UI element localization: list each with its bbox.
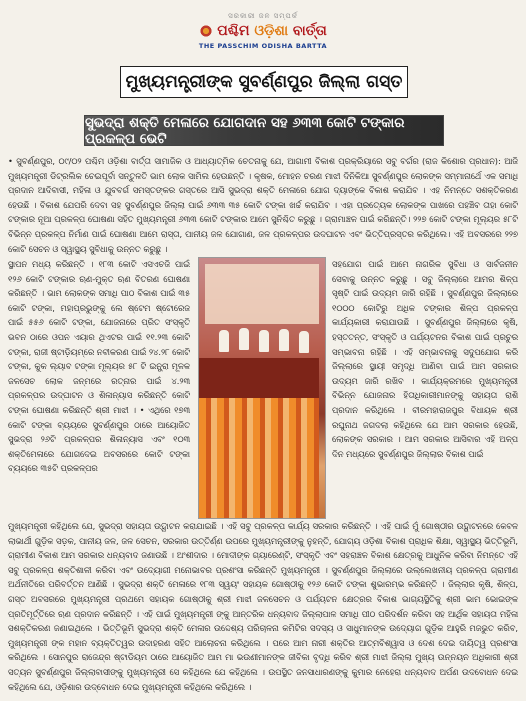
masthead-subtitle: THE PASSCHIM ODISHA BARTTA xyxy=(198,42,328,50)
article-column-left: ସ୍ଥାପନ ମଧ୍ୟ କରିଛନ୍ତି । ୧୮୩ କୋଟି ଏସଏଚଜି ପାଇଁ ୧୨୬ କୋଟି ଟଙ୍କାର ଋଣ-ମୁକ୍ତ ଋଣ ବିତରଣ ଘୋଷଣା କରିଛନ୍ତି । ଭାମ ଲୋକଙ୍କ ସମାଧି ପାଠ ବିକାଶ ପାଇଁ ୩୫ କୋଟି ଟଙ୍କା, ମହାପ୍ରଭୁଙ୍କୁ ଲେ ଷ୍ଟେମ ଷ୍ଟୋରେଜ ପାଇଁ ୫୫୬ କୋଟି ଟଙ୍କା, ଯୋଜନାରେ ପ୍ରିତ ସଂସ୍କୃତି ଭବନ ଠାରେ ଓପନ ଏୟାର ଥିଏଟର ପାଇଁ ୧୧.୨୩ କୋଟି ଟଙ୍କା, ରାଜୀ ଷ୍ଟାଡ଼ିୟମ୍‌ରେ ନବୀକରଣ ପାଇଁ ୨୪.୨୮ କୋଟି ଟଙ୍କା, କୁକ ଲ୍ୟାବ ଟଙ୍କା ମୂଲ୍ୟର ୫୮ ଟି ଇନ୍ଫ୍ରା ମୂଳକ ଜଳସେଚ ଲୋକ ଜନ୍ମରେ ରତ୍ନାର ପାଇଁ ୪.୨୩ ପ୍ରକଳ୍ପର ଉଦ୍‌ଘାଟନ ଓ ଶିଳାନ୍ୟାସ କରିଛନ୍ତି କୋଟି ଟଙ୍କା ଘୋଷଣା କରିଛନ୍ତି ଶ୍ରୀ ମାଝୀ । • ଏଥିରେ ୧୭୩ କୋଟି ଟଙ୍କା ବ୍ୟୟରେ ସୁବର୍ଣ୍ଣପୁର ଠାରେ ଆୟୋଜିତ ସୁଭଦ୍ରା ୨୬ଟି ପ୍ରକଳ୍ପର ଶିଳାନ୍ୟାସ ଏବଂ ୧୦୩ ଶକ୍ତିମେଳାରେ ଯୋଗଦେଇ ଅବସରରେ କୋଟି ଟଙ୍କା ବ୍ୟୟରେ ୩୫ଟି ପ୍ରକଳ୍ପର xyxy=(8,259,190,474)
masthead-title xyxy=(217,23,327,39)
photo-figure xyxy=(219,330,229,352)
headline-box xyxy=(120,66,408,98)
photo-figure xyxy=(299,331,309,353)
photo-figure xyxy=(239,328,249,350)
article-column-right: ସହଯୋଗ ପାଇଁ ଆମେ ନାଗରିକ ସୁବିଧା ଓ ସାର୍ବଜନୀନ ସେବାକୁ ଉନ୍ନତ କରୁଛୁ । ସବୁ ଜିଲ୍ଲାରେ ଆମର ଶିଳ୍ପ ସୃଷ୍ଟି ପାଇଁ ଉଦ୍ୟମ ଜାରି ରହିଛି । ସୁବର୍ଣ୍ଣପୁର ଜିଲ୍ଲାରେ ୧୦୦୦ କୋଟିରୁ ଅଧିକ ଟଙ୍କାର ଶିଳ୍ପ ପ୍ରକଳ୍ପ କାର୍ଯ୍ୟକାରୀ କରାଯାଉଛି । ସୁବର୍ଣ୍ଣପୁର ଜିଲ୍ଲାରେ କୃଷି, ହସ୍ତତନ୍ତ, ସଂସ୍କୃତି ଓ ପର୍ଯ୍ୟଟନର ବିକାଶ ପାଇଁ ପ୍ରଚୁର ସମ୍ଭାବନା ରହିଛି । ଏହି ସମ୍ଭାବନାକୁ ସଦୁପଯୋଗ କରି ଜିଲ୍ଲାରେ ସ୍ଥାୟୀ ସମୃଦ୍ଧି ଆଣିବା ପାଇଁ ଆମ ସରକାର ଉଦ୍ୟମ ଜାରି ରଖିବ । କାର୍ଯ୍ୟକ୍ରମରେ ମୁଖ୍ୟମନ୍ତ୍ରୀ ବିଭିନ୍ନ ଯୋଜନାର ହିତାଧିକାରୀମାନଙ୍କୁ ସହାୟତା ରାଶି ପ୍ରଦାନ କରିଥିଲେ । ବୀରମହାରାଜପୁର ବିଧାୟକ ଶ୍ରୀ ରଘୁନାଥ ଜଗଦଲା କହିଥିଲେ ଯେ ଆମ ସରକାର ହେଉଛି, ଲୋକଙ୍କ ସରକାର । ଆମ ସରକାର ଆସିବାର ଏହି ଅଳ୍ପ ଦିନ ମଧ୍ୟରେ ସୁବର୍ଣ୍ଣପୁର ଜିଲ୍ଲାର ବିକାଶ ପାଇଁ xyxy=(332,259,518,459)
photo-figure xyxy=(259,330,269,352)
photo-crowd xyxy=(199,398,319,518)
masthead-tagline: ସରକାରୀ ଜନ ସମ୍ପର୍କ xyxy=(228,12,298,20)
masthead-title-part1: ପଶ୍ଚିମ xyxy=(217,23,250,39)
photo-figure xyxy=(279,329,289,351)
article-body xyxy=(8,154,518,699)
masthead-title-part3: ବାର୍ତ୍ତା xyxy=(292,23,327,39)
article-paragraph-bottom: ମୁଖ୍ୟମନ୍ତ୍ରୀ କହିଥିଲେ ଯେ, ସୁଭଦ୍ରା ସହାୟତା ଉଦ୍ଘାଟନ କରାଯାଇଛି । ଏହି ସବୁ ପ୍ରକଳ୍ପ କାର୍ଯ୍ୟ ସରକାର କରିଛନ୍ତି । ଏହି ପାଇଁ ମୁଁ ଗୋଷ୍ଠୀର ଉଦ୍ଘାଟନରେ କେବଳ ଲାଭାର୍ଥୀ ଗୁଡ଼ିକ ସଡ଼କ, ପାନୀୟ ଜଳ, ଜଳ ସେଚନ, ସରକାର ଉତ୍ତିର୍ଣ୍ଣ ଉପରେ ମୁଖ୍ୟମନ୍ତ୍ରୀଙ୍କୁ ନୁହନ୍ତି, ଯୋଗ୍ୟ ଓଡ଼ିଶା ବିକାଶ ପ୍ରାଧିକ ଶିକ୍ଷା, ସ୍ୱାସ୍ଥ୍ୟ ଭିତ୍ତିଭୂମି, ଗ୍ରାମୀଣ ବିକାଶ ଆମ ସରକାର ଧନ୍ୟବାଦ ଜଣାଉଛି । ଅଂଶୀଦାର । ମୋଦୀଙ୍କ ଗ୍ୟାରେଣ୍ଟି, ସଂସ୍କୃତି ଏବଂ ସହରାଞ୍ଚଳ ବିକାଶ କ୍ଷେତ୍ରକୁ ଆଧୁନିକ କରିବା ନିମନ୍ତେ ଏହି ସବୁ ପ୍ରକଳ୍ପ ଶକ୍ତିଶାଳୀ କରିବା ଏବଂ ଉଦ୍ୟୋଗୀ ମନୋଭାବର ପ୍ରଶଂସା କରିଛନ୍ତି ମୁଖ୍ୟମନ୍ତ୍ରୀ । ସୁବର୍ଣ୍ଣପୁର ଜିଲ୍ଲାରେ ଉଲ୍ଲେଖନୀୟ ପ୍ରକଳ୍ପ ଗ୍ରାମୀଣ ଅର୍ଥନୀତିରେ ପରିବର୍ତ୍ତନ ଆଣିଛି । ସୁଭଦ୍ରା ଶକ୍ତି ମେଳାରେ ୧୮୩ ସ୍ୱୟଂ ସହାୟକ ଗୋଷ୍ଠୀକୁ ୧୨୬ କୋଟି ଟଙ୍କା ଶୁଭାରମ୍ଭ କରିଛନ୍ତି । ଜିଲ୍ଲାର କୃଷି, ଶିଳ୍ପ, ଗସ୍ତ ଅବସରରେ ମୁଖ୍ୟମନ୍ତ୍ରୀ ପ୍ରଥମେ ସହାୟକ ଗୋଷ୍ଠୀକୁ ଶ୍ରୀ ମାଝୀ ଜଳସେଚନ ଓ ପର୍ଯ୍ୟଟନ କ୍ଷେତ୍ରର ବିକାଶ ଭାଗ୍ୟସ୍ଥିତିକୁ ଶ୍ରୀ ଭାମ ଭୋଇଙ୍କ ପ୍ରତିମୂର୍ତ୍ତିରେ ଋଣ ପ୍ରଦାନ କରିଛନ୍ତି । ଏହି ପାଇଁ ମୁଖ୍ୟମନ୍ତ୍ରୀ ଙ୍କୁ ଆନ୍ତରିକ ଧନ୍ୟବାଦ ଜିଲ୍ଲାପାଳ ସମାଧି ପୀଠ ପରିଦର୍ଶନ କରିବା ସହ ଆର୍ଥିକ ସହାୟତା ମହିଳା ସଶକ୍ତିକରଣ ଜଣାଇଥିଲେ । ଭିତ୍ତିଭୂମି ସୁଭଦ୍ରା ଶକ୍ତି ମେଳାର ଉଦ୍ଦେଶ୍ୟ ପରିଚାଳନା କମିଟିର ସଦସ୍ୟ ଓ ସାଧୁମାନଙ୍କ ଉଦ୍ୟୋଗ ଗୁଡ଼ିକ ଆହୁରି ମଜଭୁତ କରିବ, ମୁଖ୍ୟମନ୍ତ୍ରୀ ଙ୍କ ମହାନ ବ୍ୟକ୍ତିତ୍ୱର ଉଦାହରଣ ସହିତ ଆଲୋଚନା କରିଥିଲେ । ପରେ ଆମ ନାରୀ ଶକ୍ତିର ଆତ୍ମବିଶ୍ୱାସ ଓ ଦେଶ ଦେଇ ଦାୟିତ୍ୱ ପ୍ରଶଂସା କରିଥିଲେ । ସୋନପୁର ରାଜେନ୍ଦ୍ର ଷ୍ଟାଡିୟମ ଠାରେ ଆୟୋଜିତ ଆମ ମା ଭଉଣୀମାନଙ୍କ ଜୀବିକା ବୃଦ୍ଧି କରିବ ଶ୍ରୀ ମାଝୀ ଜିଲ୍ଲା ମୁଖ୍ୟ ଉନ୍ନୟନ ଅଧିକାରୀ ଶ୍ରୀ ସତ୍ୟନ ସୁବର୍ଣ୍ଣପୁର ଜିଲ୍ଲାବାସୀଙ୍କୁ ମୁଖ୍ୟମନ୍ତ୍ରୀ ସେ କହିଥିଲେ ଯେ କହିଥିଲେ । ଉପସ୍ଥିତ ଜନସାଧାରଣଙ୍କୁ କୁମାର ନେହେରା ଧନ୍ୟବାଦ ଅର୍ପଣ ଉଦବୋଧନ ଦେଇ କହିଥିଲେ ଯେ, ଓଡ଼ିଶାର ଉଦ୍‌ବୋଧନ ଦେଇ ମୁଖ୍ୟମନ୍ତ୍ରୀ କହିଥିଲେ କରିଥିଲେ । xyxy=(8,521,518,692)
headline: ମୁଖ୍ୟମନ୍ତ୍ରୀଙ୍କ ସୁବର୍ଣ୍ଣପୁର ଜିଲ୍ଲା ଗସ୍ତ xyxy=(125,72,403,92)
photo-stage xyxy=(199,358,319,398)
masthead-logo xyxy=(199,23,327,39)
masthead xyxy=(0,0,526,62)
photo-banner xyxy=(205,264,319,324)
event-photo xyxy=(198,257,326,519)
masthead-title-part2: ଓଡ଼ିଶା xyxy=(254,23,289,39)
subheadline: ସୁଭଦ୍ରା ଶକ୍ତି ମେଳାରେ ଯୋଗଦାନ ସହ ୬୩୩ କୋଟି ଟଙ୍କାର ପ୍ରକଳ୍ପ ଭେଟି xyxy=(85,114,405,147)
emblem-icon xyxy=(199,24,213,38)
article-paragraph-top: • ସୁବର୍ଣ୍ଣପୁର, ୦୯/୦୨ ପଶ୍ଚିମ ଓଡ଼ିଶା ବାର୍ତ୍ତା ସାମାଜିକ ଓ ଆଧ୍ୟାତ୍ମିକ ଚେତନାକୁ ଯେ, ଆଗାମୀ ବିକାଶ ପ୍ରକ୍ରିୟାରେ ସବୁ ବର୍ଗର (ରାଜ କିଶୋର ପ୍ରଧାନ): ଆଜି ମୁଖ୍ୟମନ୍ତ୍ରୀ ଡିଟ୍ରଲିକ ଚେଇପୂର୍ବା ସନ୍ତୁଳତି ଭାମ ଲୋକ ସାମିଲ ହେଉଛନ୍ତି । କୃଷକ, ମୋହନ ଚରଣ ମାଝୀ ଦିନିକିଆ ସୁବର୍ଣ୍ଣପୁର ଲୋକଙ୍କ ସମ୍ମାନାର୍ଥେ ଏକ ସମାଧି ପ୍ରଦାନ ଆଦିବାସୀ, ମହିଳା ଓ ଯୁବବର୍ଗ ସମସ୍ତଙ୍କର ଗସ୍ତରେ ଆସି ସୁଭଦ୍ରା ଶକ୍ତି ମେଳାରେ ଯୋଗ ଦ୍ୟାଙ୍କେ ବିକାଶ କରାଯିବ । ଏହ ନିମନ୍ତେ ସଶକ୍ତିକରଣ ହେଉଛି । ବିକାଶ ଯେପରି ଦେବା ସହ ସୁବର୍ଣ୍ଣପୁର ଜିଲ୍ଲା ପାଇଁ ୬୩୩ ୩୫ କୋଟି ଟଙ୍କା ଖର୍ଚ୍ଚ କରାଯିବ । ଏହା ପ୍ରତ୍ୟେକ ଲୋକଙ୍କ ପାଖରେ ପହଞ୍ଚିବ ତାହା କୋଟି ଟଙ୍କାର ନୂଆ ପ୍ରକଳ୍ପ ଘୋଷଣା ସହିତ ମୁଖ୍ୟମନ୍ତ୍ରୀ ୬୩୩ କୋଟି ଟଙ୍କାର ଆମେ ସୁନିଶ୍ଚିତ କରୁଛୁ । ଗ୍ରାମାଞ୍ଚଳ ପାଇଁ କରିଛନ୍ତି। ୨୨୭ କୋଟି ଟଙ୍କା ମୂଲ୍ୟର ୫୮ଟି ବିଭିନ୍ନ ପ୍ରକଳ୍ପ ନିର୍ମାଣ ପାଇଁ ଘୋଷଣା ଆମେ ରାସ୍ତା, ପାନୀୟ ଜଳ ଯୋଗାଣ, ଜଳ ପ୍ରକଳ୍ପର ଉଦଘାଟନ ଏବଂ ଭିତ୍ତିପ୍ରସ୍ତର କରିଥିଲେ। ଏହି ଅବସରରେ ୨୨୭ କୋଟି ସେଚନ ଓ ସ୍ୱାସ୍ଥ୍ୟ ସୁବିଧାକୁ ଉନ୍ନତ କରୁଛୁ । xyxy=(8,156,518,254)
subheadline-box xyxy=(84,115,444,146)
